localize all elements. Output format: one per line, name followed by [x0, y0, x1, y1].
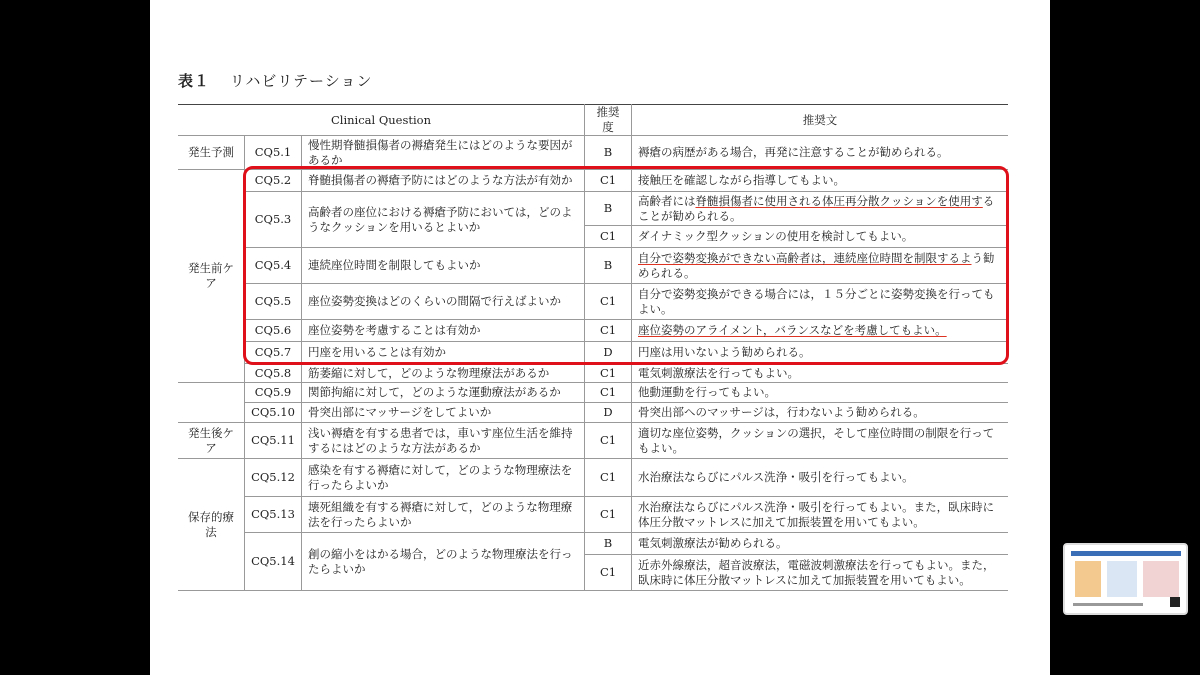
- grade: C1: [585, 423, 632, 459]
- grade: D: [585, 403, 632, 423]
- question-text: 座位姿勢変換はどのくらいの間隔で行えばよいか: [302, 284, 585, 320]
- recommendation-text: 水治療法ならびにパルス洗浄・吸引を行ってもよい。: [632, 459, 1009, 497]
- category-label: 発生予測: [178, 136, 245, 170]
- question-text: 連続座位時間を制限してもよいか: [302, 248, 585, 284]
- table-row: [178, 459, 1008, 497]
- thumbnail-image: [1107, 561, 1137, 597]
- recommendation-text: 電気刺激療法を行ってもよい。: [632, 364, 1009, 383]
- question-text: 慢性期脊髄損傷者の褥瘡発生にはどのような要因があるか: [302, 136, 585, 170]
- grade: C1: [585, 364, 632, 383]
- table-number: 表１: [178, 72, 211, 90]
- category-label: 発生前ケア: [178, 170, 245, 383]
- question-text: 筋萎縮に対して，どのような物理療法があるか: [302, 364, 585, 383]
- question-text: 創の縮小をはかる場合，どのような物理療法を行ったらよいか: [302, 533, 585, 591]
- table-title-text: リハビリテーション: [229, 72, 373, 90]
- table-row: [178, 403, 1008, 423]
- grade: B: [585, 192, 632, 226]
- recommendation-text: 接触圧を確認しながら指導してもよい。: [632, 170, 1009, 192]
- grade: C1: [585, 383, 632, 403]
- grade: B: [585, 248, 632, 284]
- table-row: [178, 423, 1008, 459]
- cq-id: CQ5.2: [245, 170, 302, 192]
- rec-underlined: 自分で姿勢変換ができない高齢者は，連続座位時間を制限するよ: [638, 250, 972, 265]
- question-text: 壊死組織を有する褥瘡に対して，どのような物理療法を行ったらよいか: [302, 497, 585, 533]
- recommendation-text: 円座は用いないよう勧められる。: [632, 342, 1009, 364]
- cq-id: CQ5.4: [245, 248, 302, 284]
- cq-id: CQ5.3: [245, 192, 302, 248]
- grade: C1: [585, 226, 632, 248]
- rec-post: ることが勧められる。: [638, 193, 995, 223]
- grade: D: [585, 342, 632, 364]
- rec-underlined: 座位姿勢のアライメント，バランスなどを考慮してもよい。: [638, 323, 947, 337]
- grade: C1: [585, 320, 632, 342]
- thumbnail-text: [1073, 603, 1143, 606]
- recommendation-text: 水治療法ならびにパルス洗浄・吸引を行ってもよい。また，臥床時に体圧分散マットレスに加えて加振装置を用いてもよい。: [632, 497, 1009, 533]
- cq-id: CQ5.14: [245, 533, 302, 591]
- header-recommendation: 推奨文: [632, 105, 1009, 136]
- recommendation-text: 電気刺激療法が勧められる。: [632, 533, 1009, 555]
- rec-pre: 高齢者には: [638, 193, 696, 208]
- table-row: [178, 364, 1008, 383]
- grade: B: [585, 533, 632, 555]
- header-clinical-question: Clinical Question: [178, 105, 585, 136]
- recommendation-text: 他動運動を行ってもよい。: [632, 383, 1009, 403]
- recommendation-text: 自分で姿勢変換ができる場合には，１５分ごとに姿勢変換を行ってもよい。: [632, 284, 1009, 320]
- cq-id: CQ5.6: [245, 320, 302, 342]
- grade: C1: [585, 284, 632, 320]
- recommendation-text: 骨突出部へのマッサージは，行わないよう勧められる。: [632, 403, 1009, 423]
- grade: C1: [585, 170, 632, 192]
- cq-id: CQ5.9: [245, 383, 302, 403]
- thumbnail-header: [1071, 551, 1181, 556]
- table-header-row: [178, 105, 1008, 136]
- table-title: [178, 70, 372, 91]
- cq-id: CQ5.5: [245, 284, 302, 320]
- grade: C1: [585, 459, 632, 497]
- category-label: [178, 383, 245, 423]
- question-text: 浅い褥瘡を有する患者では，車いす座位生活を維持するにはどのような方法があるか: [302, 423, 585, 459]
- cq-id: CQ5.12: [245, 459, 302, 497]
- recommendation-text: ダイナミック型クッションの使用を検討してもよい。: [632, 226, 1009, 248]
- question-text: 感染を有する褥瘡に対して，どのような物理療法を行ったらよいか: [302, 459, 585, 497]
- cq-id: CQ5.1: [245, 136, 302, 170]
- rec-post: う勧められる。: [638, 250, 995, 280]
- question-text: 骨突出部にマッサージをしてよいか: [302, 403, 585, 423]
- thumbnail-icon: [1170, 597, 1180, 607]
- table-row: [178, 383, 1008, 403]
- question-text: 座位姿勢を考慮することは有効か: [302, 320, 585, 342]
- cq-id: CQ5.7: [245, 342, 302, 364]
- recommendation-text: 褥瘡の病歴がある場合，再発に注意することが勧められる。: [632, 136, 1009, 170]
- header-grade: 推奨度: [585, 105, 632, 136]
- cq-id: CQ5.13: [245, 497, 302, 533]
- slide-thumbnail[interactable]: [1063, 543, 1188, 615]
- grade: C1: [585, 555, 632, 591]
- recommendation-text: 適切な座位姿勢，クッションの選択，そして座位時間の制限を行ってもよい。: [632, 423, 1009, 459]
- grade: C1: [585, 497, 632, 533]
- question-text: 脊髄損傷者の褥瘡予防にはどのような方法が有効か: [302, 170, 585, 192]
- table-row: [178, 533, 1008, 555]
- thumbnail-image: [1075, 561, 1101, 597]
- cq-id: CQ5.8: [245, 364, 302, 383]
- grade: B: [585, 136, 632, 170]
- recommendation-text: 近赤外線療法，超音波療法，電磁波刺激療法を行ってもよい。また，臥床時に体圧分散マットレスに加えて加振装置を用いてもよい。: [632, 555, 1009, 591]
- question-text: 関節拘縮に対して，どのような運動療法があるか: [302, 383, 585, 403]
- thumbnail-image: [1143, 561, 1179, 597]
- rec-underlined: 脊髄損傷者に使用される体圧再分散クッションを使用す: [695, 193, 983, 208]
- category-label: 保存的療法: [178, 459, 245, 591]
- cq-id: CQ5.11: [245, 423, 302, 459]
- table-row: [178, 136, 1008, 170]
- cq-id: CQ5.10: [245, 403, 302, 423]
- table-row: [178, 497, 1008, 533]
- red-highlight-box: [243, 166, 1009, 365]
- category-label: 発生後ケア: [178, 423, 245, 459]
- question-text: 円座を用いることは有効か: [302, 342, 585, 364]
- question-text: 高齢者の座位における褥瘡予防においては，どのようなクッションを用いるとよいか: [302, 192, 585, 248]
